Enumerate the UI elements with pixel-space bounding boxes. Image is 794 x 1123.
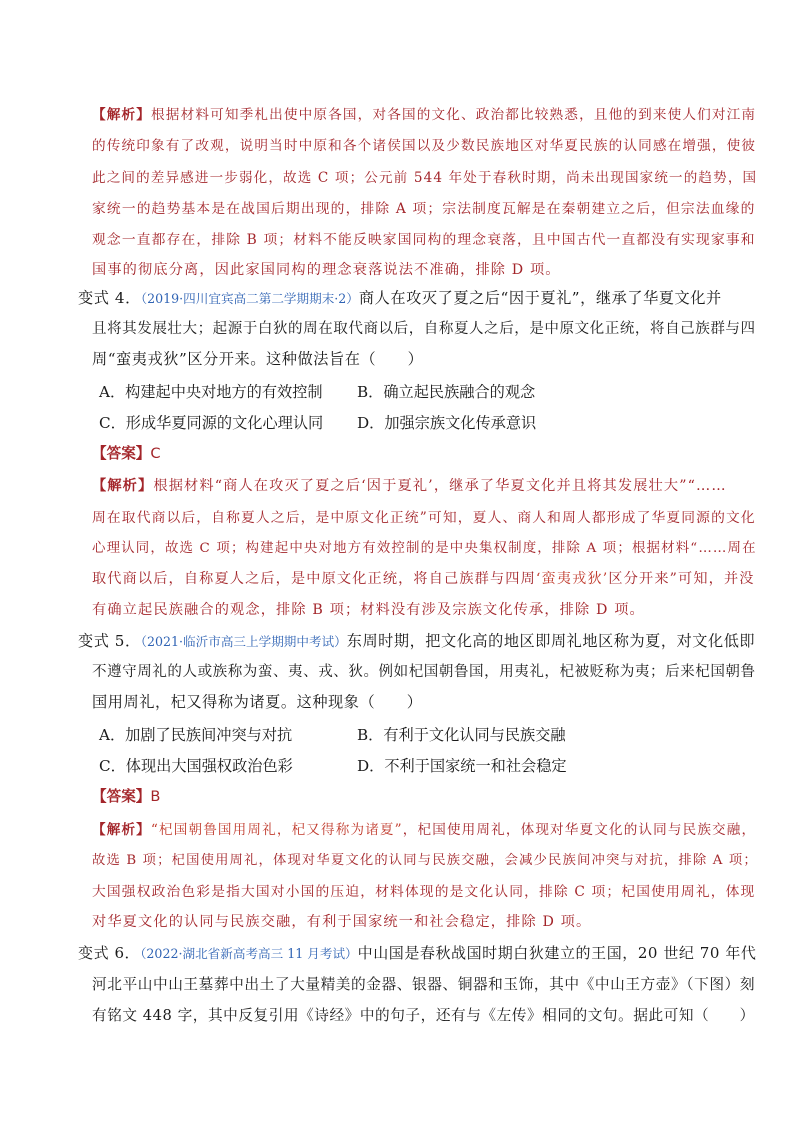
question-stem-line: 河北平山中山王墓葬中出土了大量精美的金器、银器、铜器和玉饰，其中《中山王方壶》（下图）刻 [92, 976, 756, 993]
answer-value: B [150, 788, 161, 805]
question-stem-line: 变式 6．（2022·湖北省新高考高三 11 月考试）中山国是春秋战国时期白狄建立的王国，20 世纪 70 年代 [78, 944, 757, 962]
question-stem-line: 变式 4．（2019·四川宜宾高二第二学期期末·2）商人在攻灭了夏之后“因于夏礼”，继承了华夏文化并 [78, 289, 722, 307]
question-stem-line: 有铭文 448 字，其中反复引用《诗经》中的句子，还有与《左传》相同的文句。据此可知（ ） [92, 1007, 755, 1024]
question-source: （2019·四川宜宾高二第二学期期末·2） [140, 291, 359, 306]
question-number: 变式 5． [78, 632, 141, 650]
option-c: C．体现出大国强权政治色彩 [99, 757, 293, 775]
explanation-line: 有确立起民族融合的观念，排除 B 项；材料没有涉及宗族文化传承，排除 D 项。 [92, 602, 645, 618]
highlighted-quote: ‘蛮夷戎狄’ [535, 571, 609, 587]
explanation-line: 此之间的差异感进一步弱化，故选 C 项；公元前 544 年处于春秋时期，尚未出现国家统一的趋势，国 [92, 170, 758, 186]
option-b: B．有利于文化认同与民族交融 [357, 726, 566, 744]
explanation-tag: 【解析】 [92, 822, 151, 838]
option-b: B．确立起民族融合的观念 [357, 383, 536, 401]
question-stem-line: 且将其发展壮大；起源于白狄的周在取代商以后，自称夏人之后，是中原文化正统，将自己族群与四 [92, 321, 756, 337]
question-number: 变式 6． [78, 944, 141, 962]
question-stem-line: 周“蛮夷戎狄”区分开来。这种做法旨在（ ） [92, 350, 424, 368]
explanation-line: 对华夏文化的认同与民族交融，有利于国家统一和社会稳定，排除 D 项。 [92, 914, 592, 930]
explanation-line: 心理认同，故选 C 项；构建起中央对地方有效控制的是中央集权制度，排除 A 项；根据材料“……周在 [92, 541, 757, 556]
explanation-tag: 【解析】 [92, 478, 154, 494]
explanation-tag: 【解析】 [92, 107, 152, 123]
question-source: （2021·临沂市高三上学期期中考试） [140, 634, 347, 649]
explanation-line: 家统一的趋势基本是在战国后期出现的，排除 A 项；宗法制度瓦解是在秦朝建立之后，但宗法血缘的 [92, 201, 756, 217]
answer-line [92, 442, 161, 463]
option-d: D．不利于国家统一和社会稳定 [357, 757, 567, 775]
explanation-line: 的传统印象有了改观，说明当时中原和各个诸侯国以及少数民族地区对华夏民族的认同感在增强，使彼 [92, 138, 757, 154]
question-stem-line: 不遵守周礼的人或族称为蛮、夷、戎、狄。例如杞国朝鲁国，用夷礼，杞被贬称为夷；后来杞国朝鲁 [92, 664, 756, 680]
explanation-line: 国事的彻底分离，因此家国同构的理念衰落说法不准确，排除 D 项。 [92, 262, 561, 278]
answer-value: C [150, 445, 161, 462]
explanation-line: 取代商以后，自称夏人之后，是中原文化正统，将自己族群与四周‘蛮夷戎狄’区分开来”可知，并没 [92, 571, 755, 587]
explanation-line: 【解析】根据材料“商人在攻灭了夏之后‘因于夏礼’，继承了华夏文化并且将其发展壮大”“…… [92, 478, 727, 494]
question-number: 变式 4． [78, 289, 141, 307]
answer-tag: 【答案】 [92, 445, 151, 462]
option-a: A．构建起中央对地方的有效控制 [99, 383, 323, 401]
highlighted-quote: “杞国朝鲁国用周礼，杞又得称为诸夏” [150, 822, 403, 838]
question-stem-line: 国用周礼，杞又得称为诸夏。这种现象（ ） [92, 693, 423, 711]
answer-line [92, 785, 160, 806]
option-d: D．加强宗族文化传承意识 [357, 414, 537, 432]
explanation-line: 【解析】“杞国朝鲁国用周礼，杞又得称为诸夏”，杞国使用周礼，体现对华夏文化的认同与民族交融， [92, 822, 757, 838]
question-source: （2022·湖北省新高考高三 11 月考试） [140, 946, 358, 961]
explanation-line: 故选 B 项；杞国使用周礼，体现对华夏文化的认同与民族交融，会减少民族间冲突与对抗，排除 A 项； [92, 853, 758, 868]
explanation-line: 【解析】根据材料可知季札出使中原各国，对各国的文化、政治都比较熟悉，且他的到来使人们对江南 [92, 107, 757, 123]
answer-tag: 【答案】 [92, 788, 151, 805]
question-stem-line: 变式 5．（2021·临沂市高三上学期期中考试）东周时期，把文化高的地区即周礼地区称为夏，对文化低即 [78, 632, 756, 650]
option-c: C．形成华夏同源的文化心理认同 [99, 414, 324, 432]
explanation-line: 观念一直都存在，排除 B 项；材料不能反映家国同构的理念衰落，且中国古代一直都没有实现家事和 [92, 232, 756, 248]
explanation-line: 周在取代商以后，自称夏人之后，是中原文化正统”可知，夏人、商人和周人都形成了华夏同源的文化 [92, 510, 756, 526]
explanation-line: 大国强权政治色彩是指大国对小国的压迫，材料体现的是文化认同，排除 C 项；杞国使用周礼，体现 [92, 884, 756, 900]
option-a: A．加剧了民族间冲突与对抗 [99, 726, 293, 744]
